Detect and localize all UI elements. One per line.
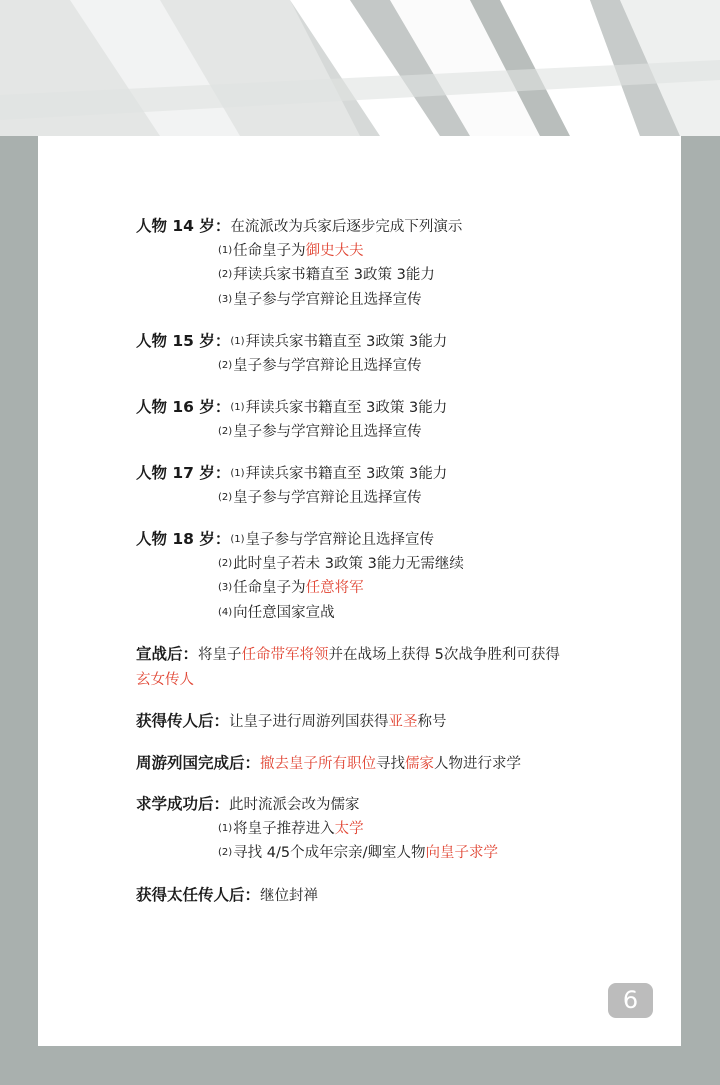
section-age-18: 人物 18 岁：(1)皇子参与学宫辩论且选择宣传 (2)此时皇子若未 3政策 3能力无需继续 (3)任命皇子为任意将军 (4)向任意国家宣战 (136, 527, 656, 625)
highlight-text: 御史大夫 (305, 242, 364, 259)
section-text: 在流派改为兵家后逐步完成下列演示 (230, 219, 463, 235)
section-label: 人物 18 岁： (136, 530, 231, 548)
list-item: (3)皇子参与学宫辩论且选择宣传 (218, 291, 422, 308)
page-number-badge: 6 (608, 983, 653, 1018)
section-label: 周游列国完成后： (136, 753, 261, 772)
list-item: (1)任命皇子为御史大夫 (218, 242, 364, 259)
section-label: 人物 15 岁： (136, 332, 231, 350)
section-age-16: 人物 16 岁：(1)拜读兵家书籍直至 3政策 3能力 (2)皇子参与学宫辩论且选择宣传 (136, 395, 656, 444)
section-label: 获得传人后： (136, 712, 230, 730)
section-after-war: 宣战后：将皇子任命带军将领并在战场上获得 5次战争胜利可获得 玄女传人 (136, 645, 560, 688)
highlight-text: 任意将军 (305, 580, 364, 596)
section-age-14 (136, 214, 656, 312)
list-item: (2)皇子参与学宫辩论且选择宣传 (218, 357, 422, 374)
section-after-study: 求学成功后：此时流派会改为儒家 (1)将皇子推荐进入太学 (2)寻找 4/5个成年宗亲/卿室人物向皇子求学 (136, 792, 656, 866)
highlight-text: 太学 (334, 820, 364, 837)
section-age-15: 人物 15 岁：(1)拜读兵家书籍直至 3政策 3能力 (2)皇子参与学宫辩论且选择宣传 (136, 329, 656, 378)
list-item: (2)皇子参与学宫辩论且选择宣传 (218, 489, 422, 506)
page-content (136, 214, 656, 924)
highlight-text: 撤去皇子所有职位 (260, 755, 377, 772)
section-label: 人物 14 岁： (136, 217, 231, 235)
section-age-17: 人物 17 岁：(1)拜读兵家书籍直至 3政策 3能力 (2)皇子参与学宫辩论且选择宣传 (136, 461, 656, 510)
section-label: 人物 17 岁： (136, 464, 231, 482)
page-card (38, 136, 681, 1046)
section-after-travel: 周游列国完成后：撤去皇子所有职位寻找儒家人物进行求学 (136, 753, 522, 772)
section-label: 求学成功后： (136, 795, 230, 813)
list-item: (2)皇子参与学宫辩论且选择宣传 (218, 423, 422, 440)
section-after-taiyin-heir: 获得太任传人后：继位封禅 (136, 885, 319, 904)
list-item: (2)此时皇子若未 3政策 3能力无需继续 (218, 555, 464, 572)
section-after-heir: 获得传人后：让皇子进行周游列国获得亚圣称号 (136, 712, 447, 730)
list-item: (4)向任意国家宣战 (218, 604, 335, 621)
section-label: 人物 16 岁： (136, 398, 231, 416)
list-item: (2)寻找 4/5个成年宗亲/卿室人物向皇子求学 (218, 845, 499, 861)
list-item: (3)任命皇子为任意将军 (218, 580, 364, 596)
section-label: 宣战后： (136, 645, 199, 663)
highlight-text: 向皇子求学 (425, 845, 499, 861)
list-item: (2)拜读兵家书籍直至 3政策 3能力 (218, 267, 435, 283)
section-label: 获得太任传人后： (136, 885, 261, 904)
highlight-text: 任命带军将领 (241, 647, 329, 663)
highlight-text: 亚圣 (388, 714, 418, 730)
highlight-text: 玄女传人 (136, 671, 194, 688)
list-item: (1)将皇子推荐进入太学 (218, 820, 364, 837)
highlight-text: 儒家 (405, 755, 435, 772)
